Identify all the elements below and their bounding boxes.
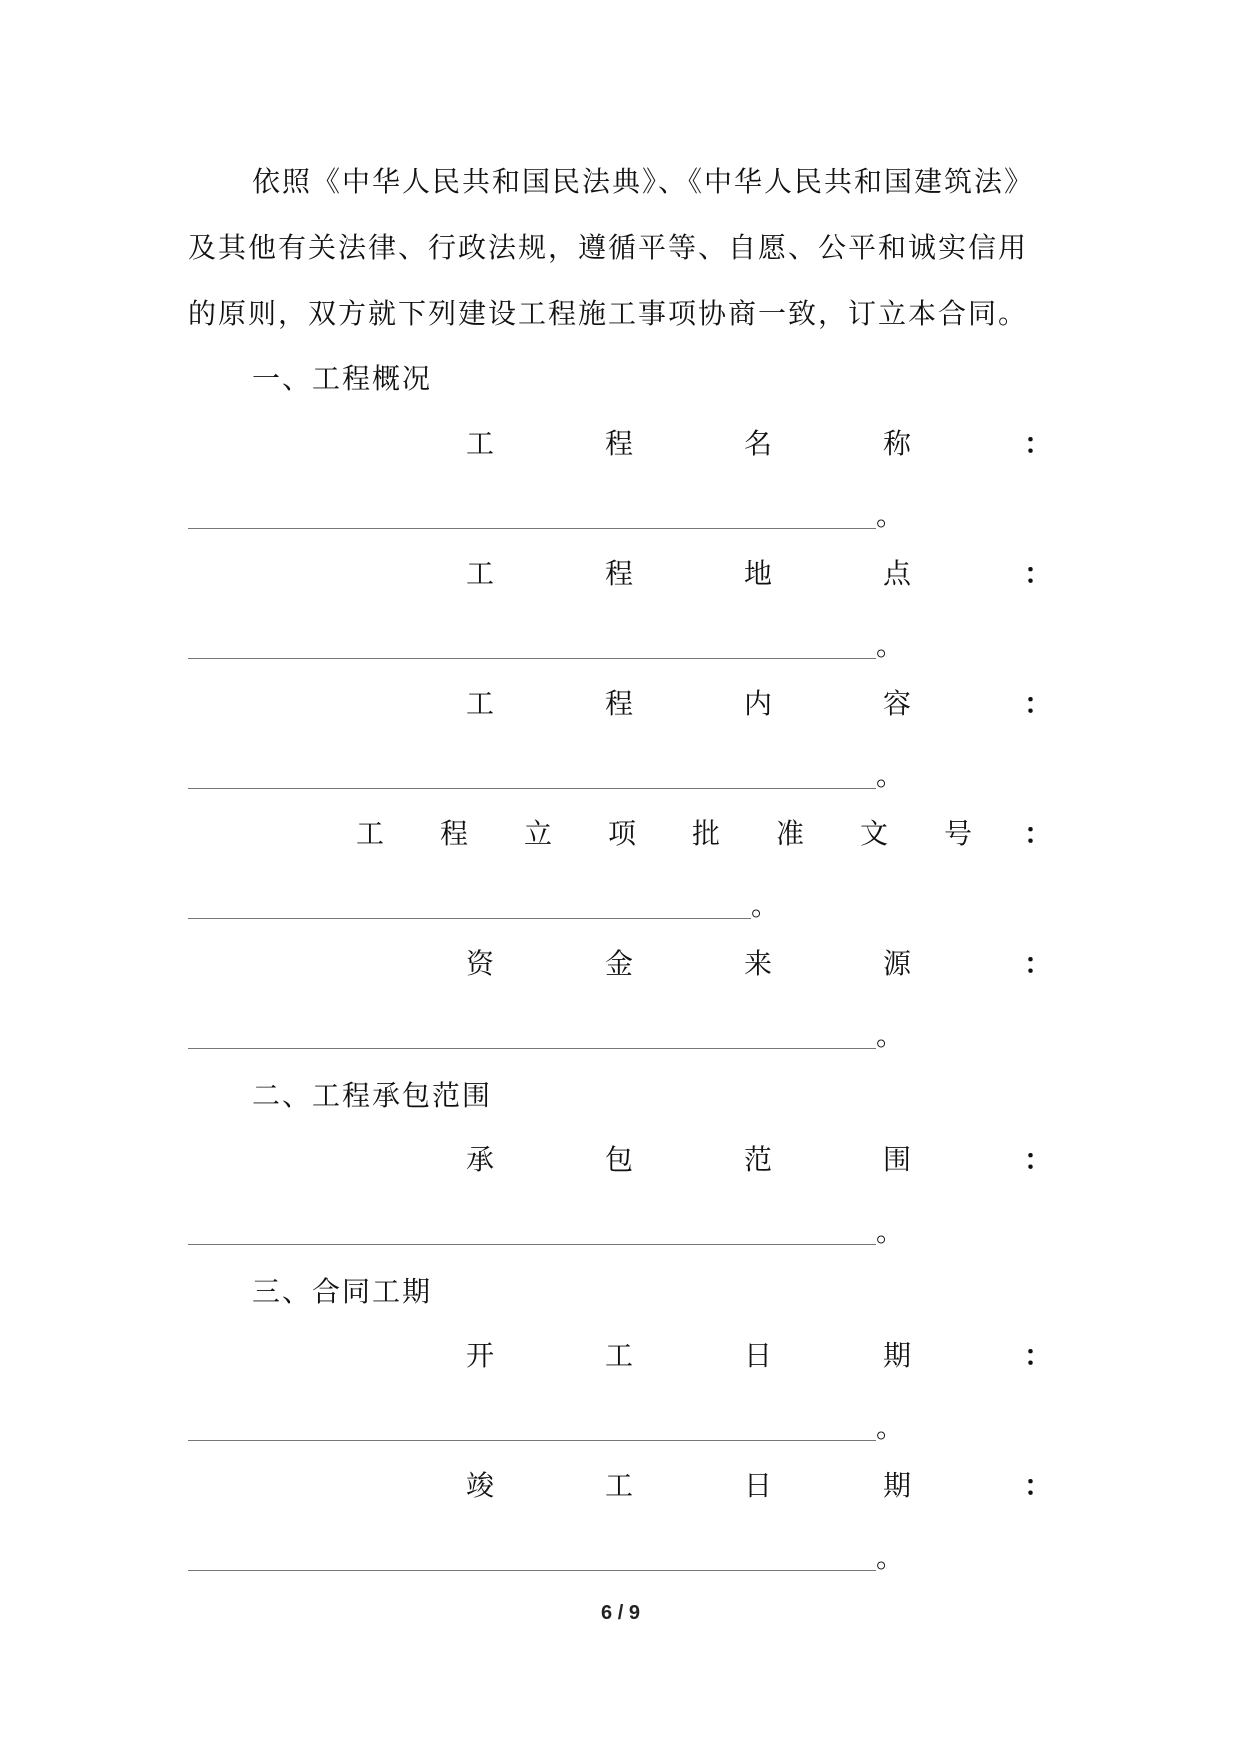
field-colon: ： <box>1024 687 1053 720</box>
field-colon: ： <box>1024 1143 1053 1176</box>
section-heading-2: 二、工程承包范围 <box>252 1079 493 1112</box>
section-heading-1: 一、工程概况 <box>252 362 433 395</box>
page-number: 6 / 9 <box>601 1602 640 1624</box>
intro-line-2: 及其他有关法律、行政法规，遵循平等、自愿、公平和诚实信用 <box>188 231 1029 264</box>
field-colon: ： <box>1024 557 1053 590</box>
section-heading-3: 三、合同工期 <box>252 1275 433 1308</box>
field-colon: ： <box>1024 947 1053 980</box>
field-colon: ： <box>1024 427 1053 460</box>
intro-line-1: 依照《中华人民共和国民法典》、《中华人民共和国建筑法》 <box>252 165 1035 198</box>
intro-line-3: 的原则，双方就下列建设工程施工事项协商一致，订立本合同。 <box>188 297 1029 330</box>
field-colon: ： <box>1024 1339 1053 1372</box>
field-colon: ： <box>1024 817 1053 850</box>
field-colon: ： <box>1024 1469 1053 1502</box>
